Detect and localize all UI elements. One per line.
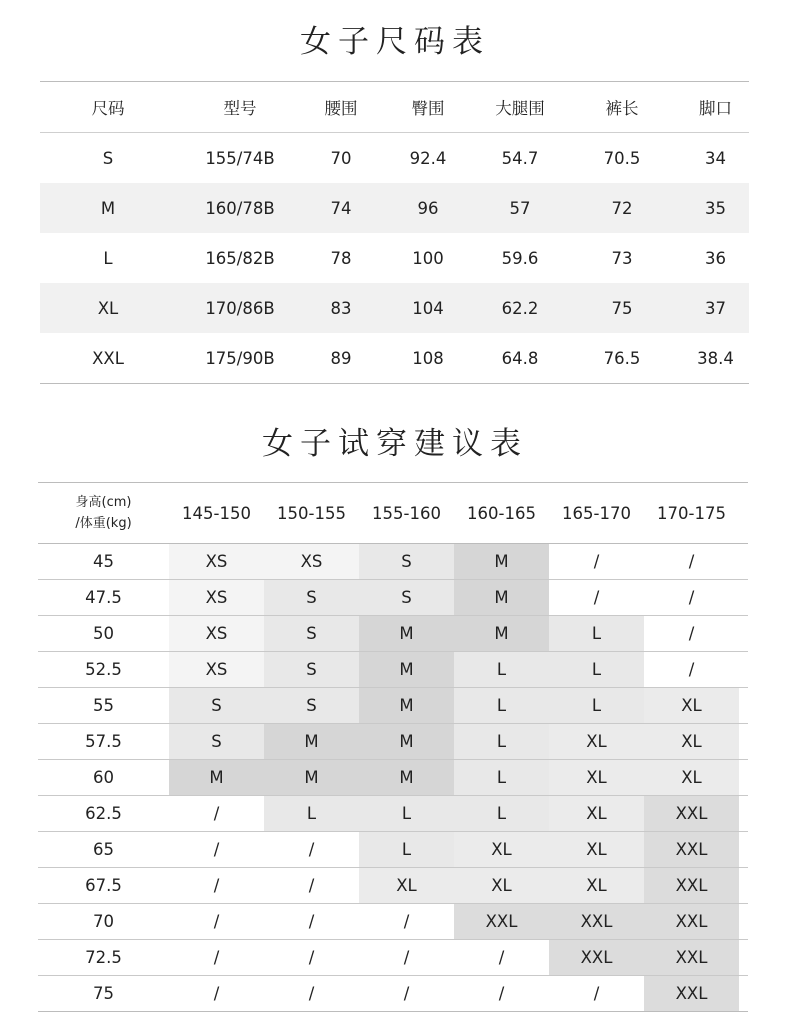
- size-chart-row: [40, 133, 749, 183]
- recommended-size-cell: XL: [549, 760, 644, 795]
- size-chart-cell: 70: [330, 148, 352, 168]
- height-range-header: 150-155: [277, 503, 346, 523]
- size-chart-cell: 160/78B: [205, 198, 275, 218]
- fit-chart-row: [38, 868, 748, 904]
- fit-chart-row: [38, 616, 748, 652]
- fit-chart-row: [38, 976, 748, 1012]
- recommended-size-cell: L: [454, 652, 549, 687]
- header-pants-length: 裤长: [605, 99, 639, 118]
- recommended-size-cell: /: [213, 948, 220, 967]
- size-chart-cell: S: [102, 148, 114, 168]
- recommended-size-cell: L: [549, 652, 644, 687]
- weight-label: 62.5: [85, 804, 122, 823]
- fit-chart-row: [38, 796, 748, 832]
- recommended-size-cell: M: [264, 724, 359, 759]
- recommended-size-cell: L: [264, 796, 359, 831]
- recommended-size-cell: L: [549, 688, 644, 723]
- size-chart-cell: 76.5: [603, 348, 641, 368]
- recommended-size-cell: XL: [454, 832, 549, 867]
- size-chart-cell: 59.6: [501, 248, 539, 268]
- recommended-size-cell: XXL: [644, 796, 739, 831]
- recommended-size-cell: S: [359, 580, 454, 615]
- recommended-size-cell: XL: [644, 688, 739, 723]
- weight-label: 57.5: [85, 732, 122, 751]
- recommended-size-cell: S: [359, 544, 454, 579]
- weight-label: 65: [93, 840, 114, 859]
- size-chart-cell: 34: [705, 148, 726, 168]
- recommended-size-cell: L: [454, 724, 549, 759]
- recommended-size-cell: L: [454, 688, 549, 723]
- header-waist: 腰围: [324, 99, 358, 118]
- size-chart-cell: 54.7: [501, 148, 539, 168]
- size-chart-cell: 75: [611, 298, 633, 318]
- height-range-header: 170-175: [657, 503, 726, 523]
- recommended-size-cell: /: [213, 804, 220, 823]
- size-chart-cell: 38.4: [697, 348, 734, 368]
- size-chart-row: [40, 183, 749, 233]
- recommended-size-cell: /: [403, 948, 410, 967]
- recommended-size-cell: XS: [169, 580, 264, 615]
- recommended-size-cell: M: [454, 580, 549, 615]
- size-chart-row: [40, 283, 749, 333]
- size-chart-cell: 155/74B: [205, 148, 275, 168]
- size-chart-cell: 72: [611, 198, 633, 218]
- fit-chart-row: [38, 652, 748, 688]
- size-chart-header-row: [40, 82, 749, 133]
- fit-chart-title: 女子试穿建议表: [262, 426, 528, 462]
- size-chart-row: [40, 333, 749, 383]
- recommended-size-cell: /: [593, 588, 600, 607]
- size-chart-cell: XXL: [92, 348, 124, 368]
- recommended-size-cell: L: [359, 796, 454, 831]
- size-chart-cell: 175/90B: [205, 348, 275, 368]
- weight-label: 75: [93, 984, 114, 1003]
- recommended-size-cell: /: [213, 876, 220, 895]
- recommended-size-cell: /: [498, 948, 505, 967]
- size-chart-cell: 92.4: [409, 148, 447, 168]
- size-chart-cell: 36: [705, 248, 726, 268]
- recommended-size-cell: /: [213, 912, 220, 931]
- size-chart-cell: 73: [611, 248, 633, 268]
- recommended-size-cell: /: [403, 912, 410, 931]
- header-thigh: 大腿围: [495, 99, 545, 118]
- recommended-size-cell: S: [264, 580, 359, 615]
- recommended-size-cell: XS: [169, 544, 264, 579]
- fit-chart-header-row: [38, 483, 748, 544]
- size-chart-cell: 108: [412, 348, 444, 368]
- fit-chart-row: [38, 544, 748, 580]
- recommended-size-cell: XS: [169, 616, 264, 651]
- weight-label: 55: [93, 696, 114, 715]
- recommended-size-cell: XXL: [644, 940, 739, 975]
- recommended-size-cell: M: [454, 544, 549, 579]
- recommended-size-cell: /: [593, 984, 600, 1003]
- recommended-size-cell: /: [688, 552, 695, 571]
- recommended-size-cell: L: [454, 796, 549, 831]
- size-chart-cell: XL: [97, 298, 119, 318]
- fit-chart-table: [38, 482, 748, 1012]
- fit-chart-row: [38, 760, 748, 796]
- size-chart-cell: 100: [412, 248, 444, 268]
- weight-label: 47.5: [85, 588, 122, 607]
- recommended-size-cell: M: [359, 760, 454, 795]
- recommended-size-cell: XL: [644, 760, 739, 795]
- recommended-size-cell: XS: [169, 652, 264, 687]
- header-leg-opening: 脚口: [699, 99, 732, 118]
- recommended-size-cell: /: [593, 552, 600, 571]
- size-chart-cell: 35: [705, 198, 726, 218]
- fit-chart-row: [38, 724, 748, 760]
- recommended-size-cell: /: [688, 624, 695, 643]
- height-range-header: 155-160: [372, 503, 441, 523]
- size-chart-cell: L: [103, 248, 113, 268]
- recommended-size-cell: S: [264, 616, 359, 651]
- weight-label: 70: [93, 912, 114, 931]
- recommended-size-cell: XXL: [644, 904, 739, 939]
- header-size: 尺码: [91, 99, 125, 118]
- fit-chart-row: [38, 688, 748, 724]
- size-chart-cell: 64.8: [501, 348, 539, 368]
- weight-label: 50: [93, 624, 114, 643]
- recommended-size-cell: XL: [549, 832, 644, 867]
- recommended-size-cell: XL: [359, 868, 454, 903]
- size-chart-cell: 62.2: [501, 298, 539, 318]
- recommended-size-cell: XXL: [549, 904, 644, 939]
- recommended-size-cell: M: [454, 616, 549, 651]
- weight-label: 60: [93, 768, 114, 787]
- recommended-size-cell: XXL: [644, 976, 739, 1011]
- recommended-size-cell: XS: [264, 544, 359, 579]
- recommended-size-cell: S: [264, 652, 359, 687]
- recommended-size-cell: XXL: [454, 904, 549, 939]
- recommended-size-cell: M: [359, 652, 454, 687]
- size-chart-cell: 89: [330, 348, 352, 368]
- weight-label: 45: [93, 552, 114, 571]
- recommended-size-cell: XL: [644, 724, 739, 759]
- header-hip: 臀围: [411, 99, 445, 118]
- weight-label: 67.5: [85, 876, 122, 895]
- recommended-size-cell: XXL: [549, 940, 644, 975]
- recommended-size-cell: XL: [454, 868, 549, 903]
- recommended-size-cell: /: [308, 840, 315, 859]
- size-chart-cell: 70.5: [603, 148, 641, 168]
- recommended-size-cell: M: [359, 724, 454, 759]
- size-chart-cell: 96: [417, 198, 439, 218]
- recommended-size-cell: /: [213, 984, 220, 1003]
- size-chart-cell: M: [100, 198, 116, 218]
- weight-label: 52.5: [85, 660, 122, 679]
- recommended-size-cell: M: [264, 760, 359, 795]
- recommended-size-cell: S: [169, 724, 264, 759]
- recommended-size-cell: /: [498, 984, 505, 1003]
- height-range-header: 145-150: [182, 503, 251, 523]
- header-model: 型号: [223, 99, 257, 118]
- fit-chart-row: [38, 940, 748, 976]
- recommended-size-cell: XL: [549, 724, 644, 759]
- size-chart-cell: 74: [330, 198, 352, 218]
- recommended-size-cell: /: [403, 984, 410, 1003]
- recommended-size-cell: L: [359, 832, 454, 867]
- size-chart-title: 女子尺码表: [300, 24, 490, 60]
- recommended-size-cell: XL: [549, 868, 644, 903]
- corner-weight-label: /体重(kg): [75, 516, 132, 531]
- recommended-size-cell: /: [308, 984, 315, 1003]
- size-chart-cell: 78: [330, 248, 352, 268]
- recommended-size-cell: XL: [549, 796, 644, 831]
- size-chart-table: [40, 81, 749, 384]
- recommended-size-cell: XXL: [644, 868, 739, 903]
- recommended-size-cell: /: [308, 912, 315, 931]
- fit-corner-label: [38, 483, 169, 543]
- weight-label: 72.5: [85, 948, 122, 967]
- height-range-header: 160-165: [467, 503, 536, 523]
- recommended-size-cell: L: [549, 616, 644, 651]
- size-chart-cell: 57: [509, 198, 531, 218]
- fit-chart-row: [38, 904, 748, 940]
- recommended-size-cell: S: [264, 688, 359, 723]
- recommended-size-cell: /: [308, 876, 315, 895]
- recommended-size-cell: /: [688, 660, 695, 679]
- recommended-size-cell: XXL: [644, 832, 739, 867]
- size-chart-cell: 104: [412, 298, 444, 318]
- size-chart-cell: 83: [330, 298, 352, 318]
- fit-chart-row: [38, 832, 748, 868]
- recommended-size-cell: L: [454, 760, 549, 795]
- size-chart-cell: 37: [705, 298, 726, 318]
- recommended-size-cell: /: [688, 588, 695, 607]
- recommended-size-cell: /: [308, 948, 315, 967]
- size-chart-cell: 165/82B: [205, 248, 275, 268]
- recommended-size-cell: S: [169, 688, 264, 723]
- size-chart-row: [40, 233, 749, 283]
- fit-chart-row: [38, 580, 748, 616]
- recommended-size-cell: M: [359, 688, 454, 723]
- recommended-size-cell: M: [359, 616, 454, 651]
- recommended-size-cell: M: [169, 760, 264, 795]
- size-chart-cell: 170/86B: [205, 298, 275, 318]
- corner-height-label: 身高(cm): [75, 495, 132, 510]
- recommended-size-cell: /: [213, 840, 220, 859]
- height-range-header: 165-170: [562, 503, 631, 523]
